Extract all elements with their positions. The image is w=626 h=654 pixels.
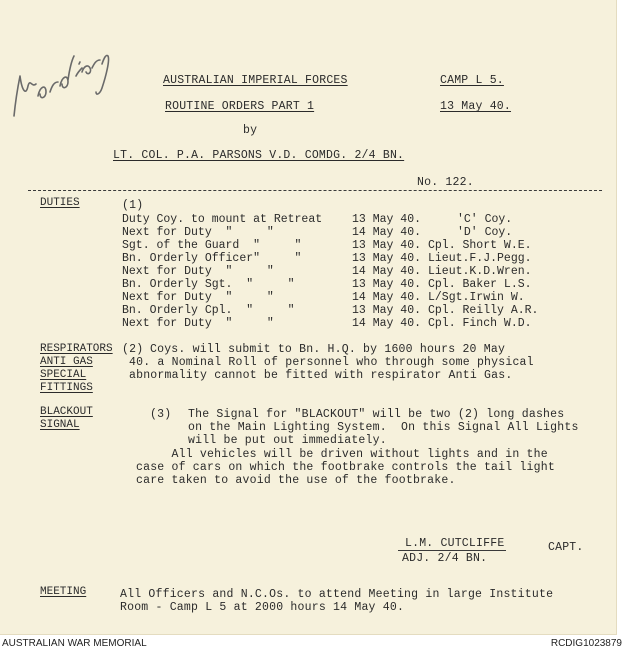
duty-assignee: Lieut.K.D.Wren. — [428, 265, 532, 278]
duty-name: Sgt. of the Guard " " — [122, 239, 302, 252]
respirators-heading: FITTINGS — [40, 382, 93, 394]
duty-assignee: Cpl. Reilly A.R. — [428, 304, 539, 317]
handwritten-annotation — [6, 36, 118, 126]
blackout-text: The Signal for "BLACKOUT" will be two (2) long dashes — [188, 408, 565, 421]
footer-source: AUSTRALIAN WAR MEMORIAL — [2, 638, 147, 649]
by-label: by — [243, 124, 258, 137]
duty-assignee: L/Sgt.Irwin W. — [428, 291, 525, 304]
document-subtitle: ROUTINE ORDERS PART 1 — [165, 100, 315, 113]
duty-name: Next for Duty " " — [122, 291, 274, 304]
duty-assignee: Cpl. Finch W.D. — [428, 317, 532, 330]
respirators-heading: RESPIRATORS — [40, 343, 113, 355]
duty-row — [122, 226, 582, 239]
respirators-heading: SPECIAL — [40, 369, 87, 381]
duty-row — [122, 265, 582, 278]
duty-name: Next for Duty " " — [122, 265, 274, 278]
duty-date: 13 May 40. — [352, 239, 422, 252]
commander-line: LT. COL. P.A. PARSONS V.D. COMDG. 2/4 BN. — [113, 149, 405, 162]
duty-date: 14 May 40. — [352, 265, 422, 278]
duty-date: 13 May 40. — [352, 304, 422, 317]
respirators-number: (2) — [122, 343, 144, 356]
respirators-text: 40. a Nominal Roll of personnel who through some physical — [129, 356, 534, 369]
meeting-text: Room - Camp L 5 at 2000 hours 14 May 40. — [120, 601, 405, 614]
signature-title: ADJ. 2/4 BN. — [402, 552, 488, 565]
duty-row — [122, 291, 582, 304]
blackout-number: (3) — [150, 408, 172, 421]
respirators-text: Coys. will submit to Bn. H.Q. by 1600 hours 20 May — [150, 343, 506, 356]
duty-date: 13 May 40. — [352, 213, 422, 226]
duty-row — [122, 317, 582, 330]
duty-name: Bn. Orderly Officer" " — [122, 252, 302, 265]
camp-label: CAMP L 5. — [440, 74, 504, 87]
signature-rank: CAPT. — [548, 541, 584, 554]
blackout-text: case of cars on which the footbrake controls the tail light — [136, 461, 555, 474]
duty-assignee: 'D' Coy. — [457, 226, 513, 239]
duty-date: 13 May 40. — [352, 278, 422, 291]
blackout-text: care taken to avoid the use of the footbrake. — [136, 474, 456, 487]
blackout-text: All vehicles will be driven without lights and in the — [136, 448, 548, 461]
duty-row — [122, 304, 582, 317]
duty-date: 13 May 40. — [352, 252, 422, 265]
footer-id: RCDIG1023879 — [550, 638, 622, 649]
duty-row — [122, 252, 582, 265]
order-number: No. 122. — [417, 176, 474, 189]
document-title: AUSTRALIAN IMPERIAL FORCES — [163, 74, 348, 87]
duty-row — [122, 278, 582, 291]
duty-row — [122, 213, 582, 226]
duty-assignee: Cpl. Short W.E. — [428, 239, 532, 252]
duty-name: Next for Duty " " — [122, 317, 274, 330]
duty-assignee: Lieut.F.J.Pegg. — [428, 252, 532, 265]
duty-date: 14 May 40. — [352, 291, 422, 304]
respirators-text: abnormality cannot be fitted with respirator Anti Gas. — [129, 369, 513, 382]
blackout-text: on the Main Lighting System. On this Signal All Lights — [188, 421, 579, 434]
duty-row — [122, 239, 582, 252]
meeting-text: All Officers and N.C.Os. to attend Meeting in large Institute — [120, 588, 554, 601]
duty-name: Next for Duty " " — [122, 226, 274, 239]
respirators-heading: ANTI GAS — [40, 356, 93, 368]
blackout-heading: BLACKOUT — [40, 406, 93, 418]
duties-heading: DUTIES — [40, 197, 80, 209]
duty-name: Bn. Orderly Sgt. " " — [122, 278, 295, 291]
duty-name: Duty Coy. to mount at Retreat — [122, 213, 323, 226]
duty-assignee: Cpl. Baker L.S. — [428, 278, 532, 291]
document-date: 13 May 40. — [440, 100, 512, 113]
duty-assignee: 'C' Coy. — [457, 213, 513, 226]
blackout-text: will be put out immediately. — [188, 434, 387, 447]
duty-name: Bn. Orderly Cpl. " " — [122, 304, 295, 317]
signature-name: L.M. CUTCLIFFE — [405, 537, 505, 550]
meeting-heading: MEETING — [40, 586, 87, 598]
header-divider — [28, 190, 602, 191]
blackout-heading: SIGNAL — [40, 419, 80, 431]
duty-date: 14 May 40. — [352, 317, 422, 330]
signature-line — [398, 550, 506, 551]
duty-date: 14 May 40. — [352, 226, 422, 239]
duties-number: (1) — [122, 199, 144, 212]
